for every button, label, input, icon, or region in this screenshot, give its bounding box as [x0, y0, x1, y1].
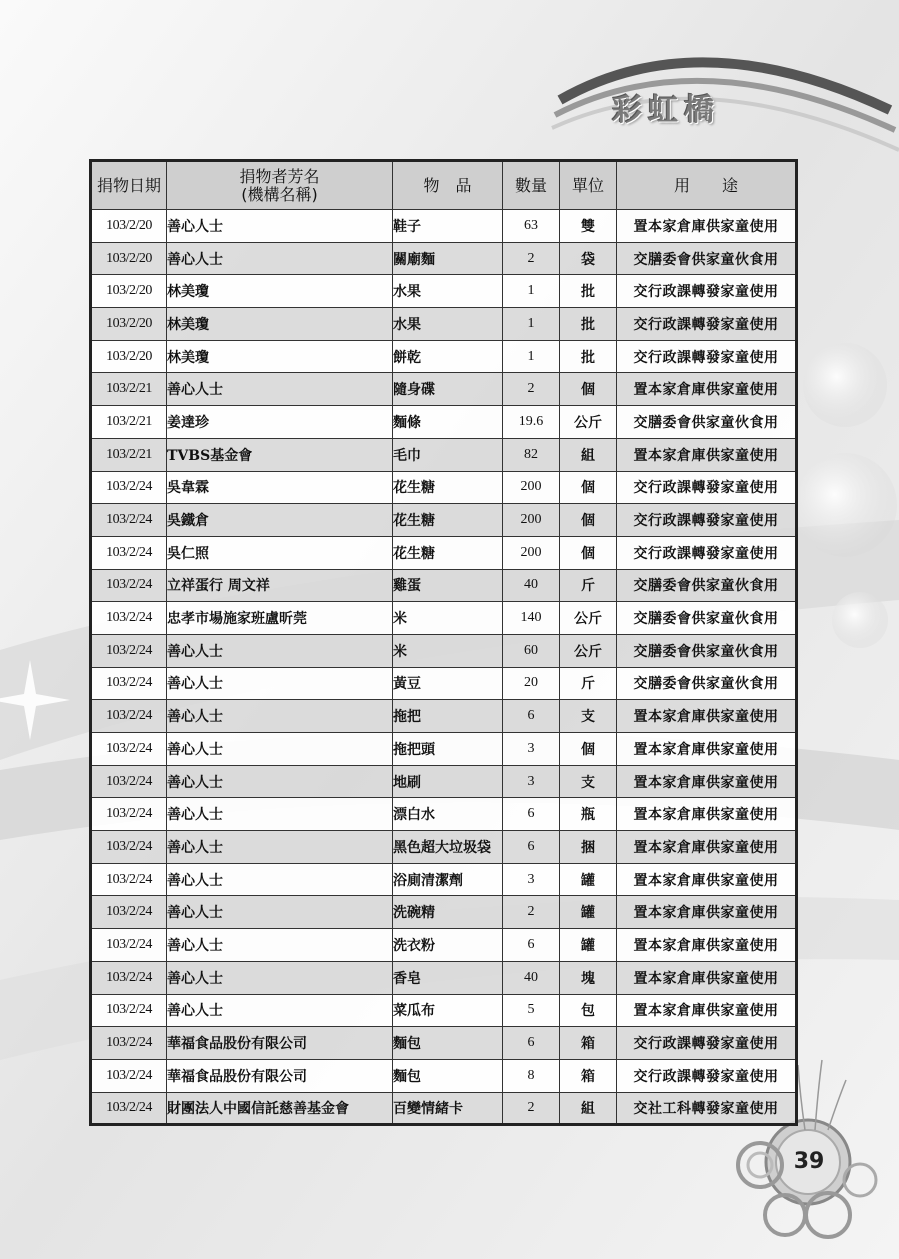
cell-purpose: 置本家倉庫供家童使用	[617, 798, 797, 831]
cell-purpose: 交行政課轉發家童使用	[617, 1059, 797, 1092]
table-row	[91, 536, 797, 569]
table-row	[91, 961, 797, 994]
cell-donor: 善心人士	[167, 210, 393, 243]
cell-date: 103/2/20	[91, 340, 167, 373]
cell-unit: 個	[560, 471, 617, 504]
cell-item: 毛巾	[393, 438, 503, 471]
cell-purpose: 交行政課轉發家童使用	[617, 536, 797, 569]
cell-date: 103/2/24	[91, 667, 167, 700]
cell-qty: 2	[503, 1092, 560, 1125]
cell-qty: 6	[503, 700, 560, 733]
cell-unit: 箱	[560, 1027, 617, 1060]
table-row	[91, 1027, 797, 1060]
table-row	[91, 504, 797, 537]
header-unit: 單位	[560, 161, 617, 210]
cell-purpose: 置本家倉庫供家童使用	[617, 765, 797, 798]
cell-unit: 罐	[560, 863, 617, 896]
cell-purpose: 置本家倉庫供家童使用	[617, 373, 797, 406]
cell-qty: 63	[503, 210, 560, 243]
table-row	[91, 1092, 797, 1125]
cell-purpose: 交膳委會供家童伙食用	[617, 242, 797, 275]
cell-qty: 2	[503, 896, 560, 929]
cell-unit: 罐	[560, 929, 617, 962]
cell-purpose: 置本家倉庫供家童使用	[617, 733, 797, 766]
cell-qty: 40	[503, 961, 560, 994]
cell-unit: 公斤	[560, 602, 617, 635]
cell-qty: 3	[503, 733, 560, 766]
cell-item: 水果	[393, 308, 503, 341]
table-row	[91, 308, 797, 341]
cell-unit: 批	[560, 340, 617, 373]
cell-donor: 姜達珍	[167, 406, 393, 439]
cell-donor: 吳仁照	[167, 536, 393, 569]
cell-donor: 善心人士	[167, 961, 393, 994]
cell-date: 103/2/24	[91, 634, 167, 667]
cell-date: 103/2/24	[91, 700, 167, 733]
table-row	[91, 700, 797, 733]
cell-item: 地刷	[393, 765, 503, 798]
cell-purpose: 置本家倉庫供家童使用	[617, 831, 797, 864]
table-row	[91, 896, 797, 929]
cell-purpose: 交膳委會供家童伙食用	[617, 569, 797, 602]
cell-qty: 2	[503, 373, 560, 406]
cell-date: 103/2/24	[91, 504, 167, 537]
cell-date: 103/2/24	[91, 1092, 167, 1125]
cell-qty: 6	[503, 1027, 560, 1060]
cell-item: 漂白水	[393, 798, 503, 831]
table-row	[91, 602, 797, 635]
cell-unit: 組	[560, 438, 617, 471]
cell-donor: 林美瓊	[167, 275, 393, 308]
cell-item: 隨身碟	[393, 373, 503, 406]
cell-purpose: 交社工科轉發家童使用	[617, 1092, 797, 1125]
cell-donor: TVBS基金會	[167, 438, 393, 471]
cell-qty: 200	[503, 471, 560, 504]
cell-item: 花生糖	[393, 536, 503, 569]
cell-purpose: 交行政課轉發家童使用	[617, 340, 797, 373]
cell-date: 103/2/24	[91, 961, 167, 994]
donation-table	[89, 159, 798, 1126]
cell-purpose: 交行政課轉發家童使用	[617, 308, 797, 341]
cell-unit: 個	[560, 733, 617, 766]
cell-purpose: 置本家倉庫供家童使用	[617, 896, 797, 929]
cell-item: 麵包	[393, 1027, 503, 1060]
cell-qty: 140	[503, 602, 560, 635]
cell-date: 103/2/24	[91, 1027, 167, 1060]
cell-purpose: 交膳委會供家童伙食用	[617, 406, 797, 439]
cell-item: 鞋子	[393, 210, 503, 243]
cell-item: 浴廁清潔劑	[393, 863, 503, 896]
cell-qty: 3	[503, 863, 560, 896]
cell-unit: 袋	[560, 242, 617, 275]
cell-item: 洗衣粉	[393, 929, 503, 962]
cell-item: 花生糖	[393, 504, 503, 537]
cell-item: 花生糖	[393, 471, 503, 504]
cell-item: 黃豆	[393, 667, 503, 700]
cell-date: 103/2/20	[91, 242, 167, 275]
cell-date: 103/2/21	[91, 373, 167, 406]
page-number: 39	[793, 1149, 825, 1174]
cell-purpose: 置本家倉庫供家童使用	[617, 210, 797, 243]
cell-donor: 善心人士	[167, 373, 393, 406]
cell-item: 拖把	[393, 700, 503, 733]
cell-donor: 林美瓊	[167, 340, 393, 373]
table-row	[91, 929, 797, 962]
cell-qty: 2	[503, 242, 560, 275]
cell-qty: 5	[503, 994, 560, 1027]
magazine-title: 彩虹橋	[612, 93, 720, 128]
cell-qty: 19.6	[503, 406, 560, 439]
cell-qty: 20	[503, 667, 560, 700]
table-row	[91, 340, 797, 373]
table-row	[91, 831, 797, 864]
cell-unit: 公斤	[560, 634, 617, 667]
cell-donor: 善心人士	[167, 765, 393, 798]
cell-qty: 8	[503, 1059, 560, 1092]
cell-unit: 箱	[560, 1059, 617, 1092]
cell-date: 103/2/24	[91, 863, 167, 896]
cell-item: 麵條	[393, 406, 503, 439]
cell-item: 香皂	[393, 961, 503, 994]
cell-unit: 個	[560, 504, 617, 537]
cell-item: 米	[393, 602, 503, 635]
cell-unit: 塊	[560, 961, 617, 994]
cell-date: 103/2/24	[91, 929, 167, 962]
cell-purpose: 置本家倉庫供家童使用	[617, 994, 797, 1027]
cell-qty: 6	[503, 831, 560, 864]
cell-qty: 200	[503, 536, 560, 569]
table-row	[91, 994, 797, 1027]
cell-qty: 82	[503, 438, 560, 471]
cell-donor: 善心人士	[167, 929, 393, 962]
cell-unit: 個	[560, 536, 617, 569]
cell-item: 關廟麵	[393, 242, 503, 275]
cell-date: 103/2/21	[91, 406, 167, 439]
cell-date: 103/2/24	[91, 1059, 167, 1092]
cell-item: 菜瓜布	[393, 994, 503, 1027]
cell-purpose: 交膳委會供家童伙食用	[617, 667, 797, 700]
cell-date: 103/2/24	[91, 733, 167, 766]
cell-donor: 善心人士	[167, 831, 393, 864]
cell-unit: 捆	[560, 831, 617, 864]
cell-item: 黑色超大垃圾袋	[393, 831, 503, 864]
cell-donor: 財團法人中國信託慈善基金會	[167, 1092, 393, 1125]
cell-date: 103/2/24	[91, 831, 167, 864]
cell-donor: 華福食品股份有限公司	[167, 1059, 393, 1092]
cell-date: 103/2/24	[91, 569, 167, 602]
cell-date: 103/2/24	[91, 536, 167, 569]
table-row	[91, 373, 797, 406]
cell-item: 麵包	[393, 1059, 503, 1092]
cell-donor: 善心人士	[167, 700, 393, 733]
cell-date: 103/2/24	[91, 994, 167, 1027]
cell-unit: 組	[560, 1092, 617, 1125]
cell-date: 103/2/21	[91, 438, 167, 471]
cell-donor: 立祥蛋行 周文祥	[167, 569, 393, 602]
cell-donor: 華福食品股份有限公司	[167, 1027, 393, 1060]
cell-purpose: 交膳委會供家童伙食用	[617, 634, 797, 667]
cell-purpose: 交行政課轉發家童使用	[617, 275, 797, 308]
cell-item: 米	[393, 634, 503, 667]
cell-date: 103/2/20	[91, 308, 167, 341]
table-row	[91, 438, 797, 471]
cell-date: 103/2/24	[91, 798, 167, 831]
cell-donor: 善心人士	[167, 667, 393, 700]
table-row	[91, 765, 797, 798]
cell-qty: 6	[503, 929, 560, 962]
table-row	[91, 471, 797, 504]
table-row	[91, 406, 797, 439]
cell-unit: 包	[560, 994, 617, 1027]
cell-donor: 善心人士	[167, 896, 393, 929]
cell-qty: 60	[503, 634, 560, 667]
cell-purpose: 置本家倉庫供家童使用	[617, 863, 797, 896]
cell-purpose: 置本家倉庫供家童使用	[617, 700, 797, 733]
cell-unit: 公斤	[560, 406, 617, 439]
cell-unit: 支	[560, 765, 617, 798]
cell-purpose: 交行政課轉發家童使用	[617, 471, 797, 504]
header-donor: 捐物者芳名 (機構名稱)	[167, 161, 393, 210]
cell-donor: 善心人士	[167, 994, 393, 1027]
cell-unit: 支	[560, 700, 617, 733]
cell-donor: 善心人士	[167, 242, 393, 275]
table-header-row	[91, 161, 797, 210]
cell-donor: 善心人士	[167, 634, 393, 667]
table-row	[91, 798, 797, 831]
cell-donor: 善心人士	[167, 798, 393, 831]
cell-unit: 瓶	[560, 798, 617, 831]
header-purpose: 用 途	[617, 161, 797, 210]
cell-unit: 斤	[560, 569, 617, 602]
cell-donor: 善心人士	[167, 733, 393, 766]
cell-item: 餅乾	[393, 340, 503, 373]
cell-item: 洗碗精	[393, 896, 503, 929]
cell-unit: 雙	[560, 210, 617, 243]
table-row	[91, 667, 797, 700]
cell-qty: 40	[503, 569, 560, 602]
cell-unit: 批	[560, 308, 617, 341]
cell-donor: 吳鐵倉	[167, 504, 393, 537]
table-row	[91, 210, 797, 243]
table-row	[91, 275, 797, 308]
cell-date: 103/2/24	[91, 471, 167, 504]
cell-date: 103/2/24	[91, 765, 167, 798]
table-row	[91, 634, 797, 667]
cell-purpose: 置本家倉庫供家童使用	[617, 438, 797, 471]
cell-purpose: 交行政課轉發家童使用	[617, 504, 797, 537]
cell-purpose: 交行政課轉發家童使用	[617, 1027, 797, 1060]
cell-donor: 忠孝市場施家班盧昕莞	[167, 602, 393, 635]
cell-purpose: 置本家倉庫供家童使用	[617, 929, 797, 962]
cell-qty: 1	[503, 340, 560, 373]
cell-item: 雞蛋	[393, 569, 503, 602]
header-date: 捐物日期	[91, 161, 167, 210]
cell-date: 103/2/24	[91, 602, 167, 635]
cell-qty: 1	[503, 308, 560, 341]
table-row	[91, 569, 797, 602]
cell-qty: 3	[503, 765, 560, 798]
cell-purpose: 交膳委會供家童伙食用	[617, 602, 797, 635]
cell-date: 103/2/20	[91, 210, 167, 243]
cell-qty: 1	[503, 275, 560, 308]
cell-unit: 個	[560, 373, 617, 406]
cell-donor: 善心人士	[167, 863, 393, 896]
cell-unit: 批	[560, 275, 617, 308]
cell-item: 水果	[393, 275, 503, 308]
cell-donor: 吳韋霖	[167, 471, 393, 504]
cell-qty: 200	[503, 504, 560, 537]
cell-date: 103/2/20	[91, 275, 167, 308]
cell-item: 拖把頭	[393, 733, 503, 766]
cell-date: 103/2/24	[91, 896, 167, 929]
table-body	[91, 210, 797, 1125]
table-row	[91, 863, 797, 896]
cell-donor: 林美瓊	[167, 308, 393, 341]
table-row	[91, 1059, 797, 1092]
cell-unit: 罐	[560, 896, 617, 929]
cell-unit: 斤	[560, 667, 617, 700]
cell-purpose: 置本家倉庫供家童使用	[617, 961, 797, 994]
cell-item: 百變情緒卡	[393, 1092, 503, 1125]
table-row	[91, 733, 797, 766]
header-item: 物 品	[393, 161, 503, 210]
cell-qty: 6	[503, 798, 560, 831]
header-qty: 數量	[503, 161, 560, 210]
table-row	[91, 242, 797, 275]
